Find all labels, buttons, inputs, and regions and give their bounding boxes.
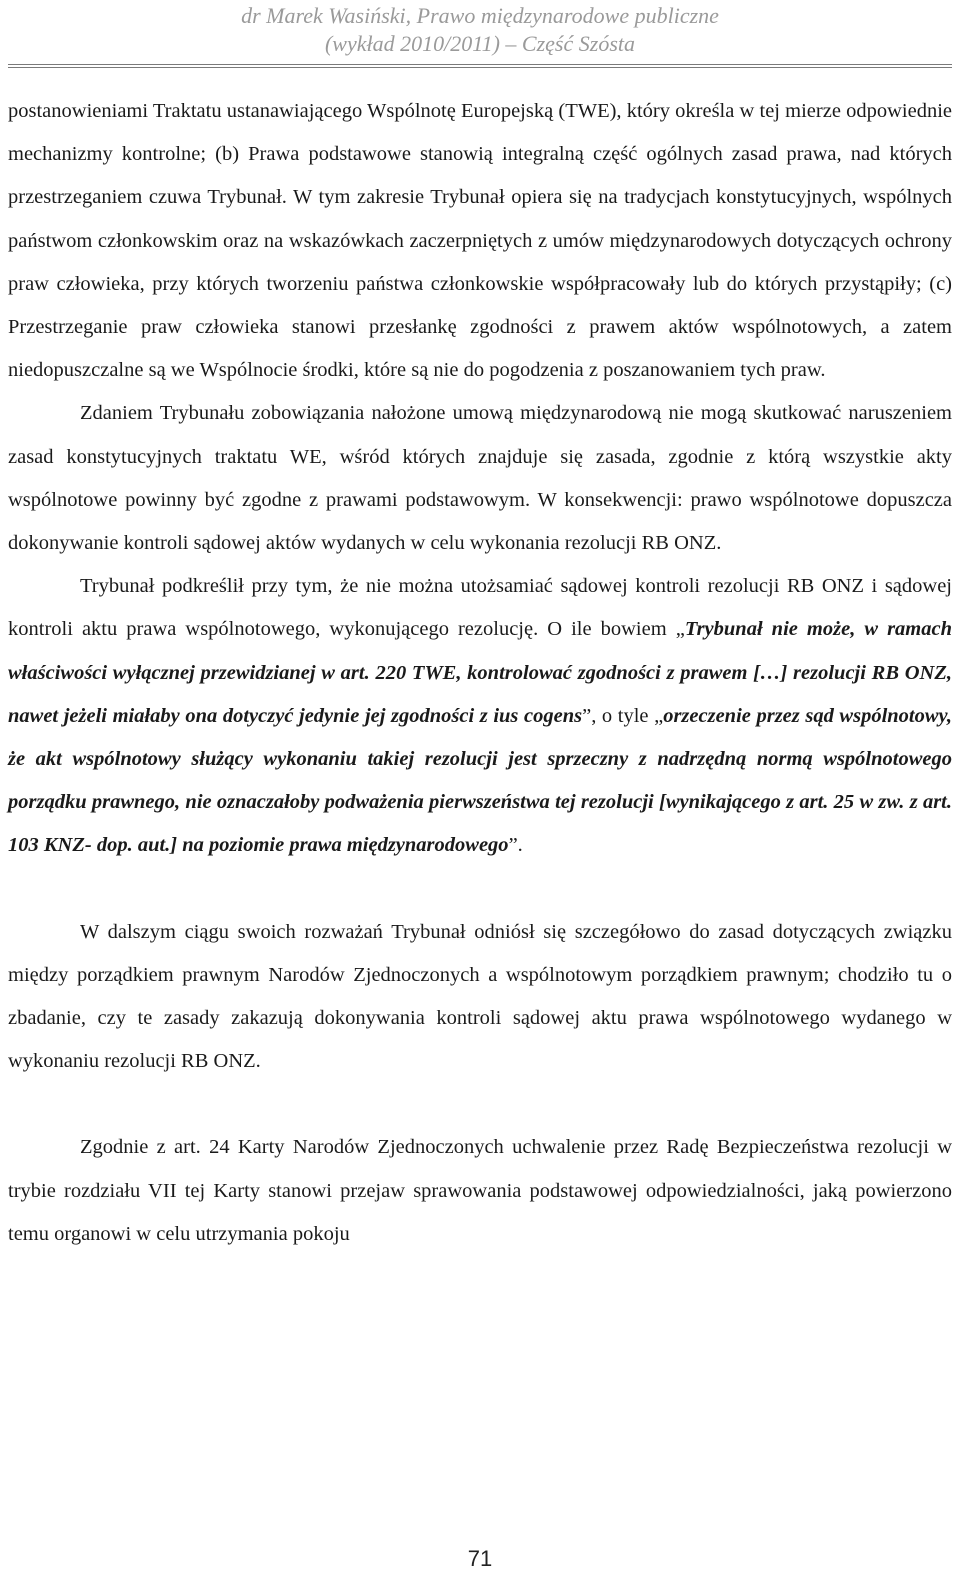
header-divider <box>8 64 952 68</box>
paragraph-4: W dalszym ciągu swoich rozważań Trybunał odniósł się szczegółowo do zasad dotyczących związku między porządkiem prawnym Narodów Zjednoczonych a wspólnotowym porządkiem prawnym; chodziło tu o zbadanie, czy te zasady zakazują dokonywania kontroli sądowej aktu prawa wspólnotowego wydanego w wykonaniu rezolucji RB ONZ. <box>8 920 952 1073</box>
paragraph-1: postanowieniami Traktatu ustanawiającego Wspólnotę Europejską (TWE), który określa w tej mierze odpowiednie mechanizmy kontrolne; (b) Prawa podstawowe stanowią integralną część ogólnych zasad prawa, nad których przestrzeganiem czuwa Trybunał. W tym zakresie Trybunał opiera się na tradycjach konstytucyjnych, wspólnych państwom członkowskim oraz na wskazówkach zaczerpniętych z umów międzynarodowych dotyczących ochrony praw człowieka, przy których tworzeniu państwa członkowskie współpracowały lub do których przystąpiły; (c) Przestrzeganie praw człowieka stanowi przesłankę zgodności z prawem aktów wspólnotowych, a zatem niedopuszczalne są we Wspólnocie środki, które są nie do pogodzenia z poszanowaniem tych praw. <box>8 100 952 382</box>
paragraph-spacer <box>8 1083 952 1126</box>
header-author-title: dr Marek Wasiński, Prawo międzynarodowe publiczne <box>241 3 719 28</box>
paragraph-spacer <box>8 868 952 911</box>
paragraph-3-connector: ”, o tyle „ <box>582 704 664 727</box>
paragraph-5: Zgodnie z art. 24 Karty Narodów Zjednoczonych uchwalenie przez Radę Bezpieczeństwa rezolucji w trybie rozdziału VII tej Karty stanowi przejaw sprawowania podstawowej odpowiedzialności, jaką powierzono temu organowi w celu utrzymania pokoju <box>8 1136 952 1245</box>
paragraph-3-quote-2: orzeczenie przez sąd wspólnotowy, że akt wspólnotowy służący wykonaniu takiej rezolucji jest sprzeczny z nadrzędną normą wspólnotowego porządku prawnego, nie oznaczałoby podważenia pierwszeństwa tej rezolucji [wynikającego z art. 25 w zw. z art. 103 KNZ- dop. aut.] na poziomie prawa międzynarodowego <box>8 704 952 857</box>
header-lecture-info: (wykład 2010/2011) – Część Szósta <box>324 31 635 56</box>
paragraph-3-intro: Trybunał podkreślił przy tym, że nie można utożsamiać sądowej kontroli rezolucji RB ONZ i sądowej kontroli aktu prawa wspólnotowego, wykonującego rezolucję. O ile bowiem „ <box>8 575 952 641</box>
paragraph-3-quote-1: Trybunał nie może, w ramach właściwości wyłącznej przewidzianej w art. 220 TWE, kontrolować zgodności z prawem […] rezolucji RB ONZ, nawet jeżeli miałaby ona dotyczyć jedynie jej zgodności z ius cogens <box>8 618 952 727</box>
page-number: 71 <box>467 1546 493 1571</box>
paragraph-3 <box>8 565 952 867</box>
paragraph-3-end: ”. <box>508 834 523 857</box>
paragraph-2: Zdaniem Trybunału zobowiązania nałożone umową międzynarodową nie mogą skutkować naruszeniem zasad konstytucyjnych traktatu WE, wśród których znajduje się zasada, zgodnie z którą wszystkie akty wspólnotowe powinny być zgodne z prawami podstawowym. W konsekwencji: prawo wspólnotowe dopuszcza dokonywanie kontroli sądowej aktów wydanych w celu wykonania rezolucji RB ONZ. <box>8 402 952 555</box>
document-body <box>8 90 952 1256</box>
